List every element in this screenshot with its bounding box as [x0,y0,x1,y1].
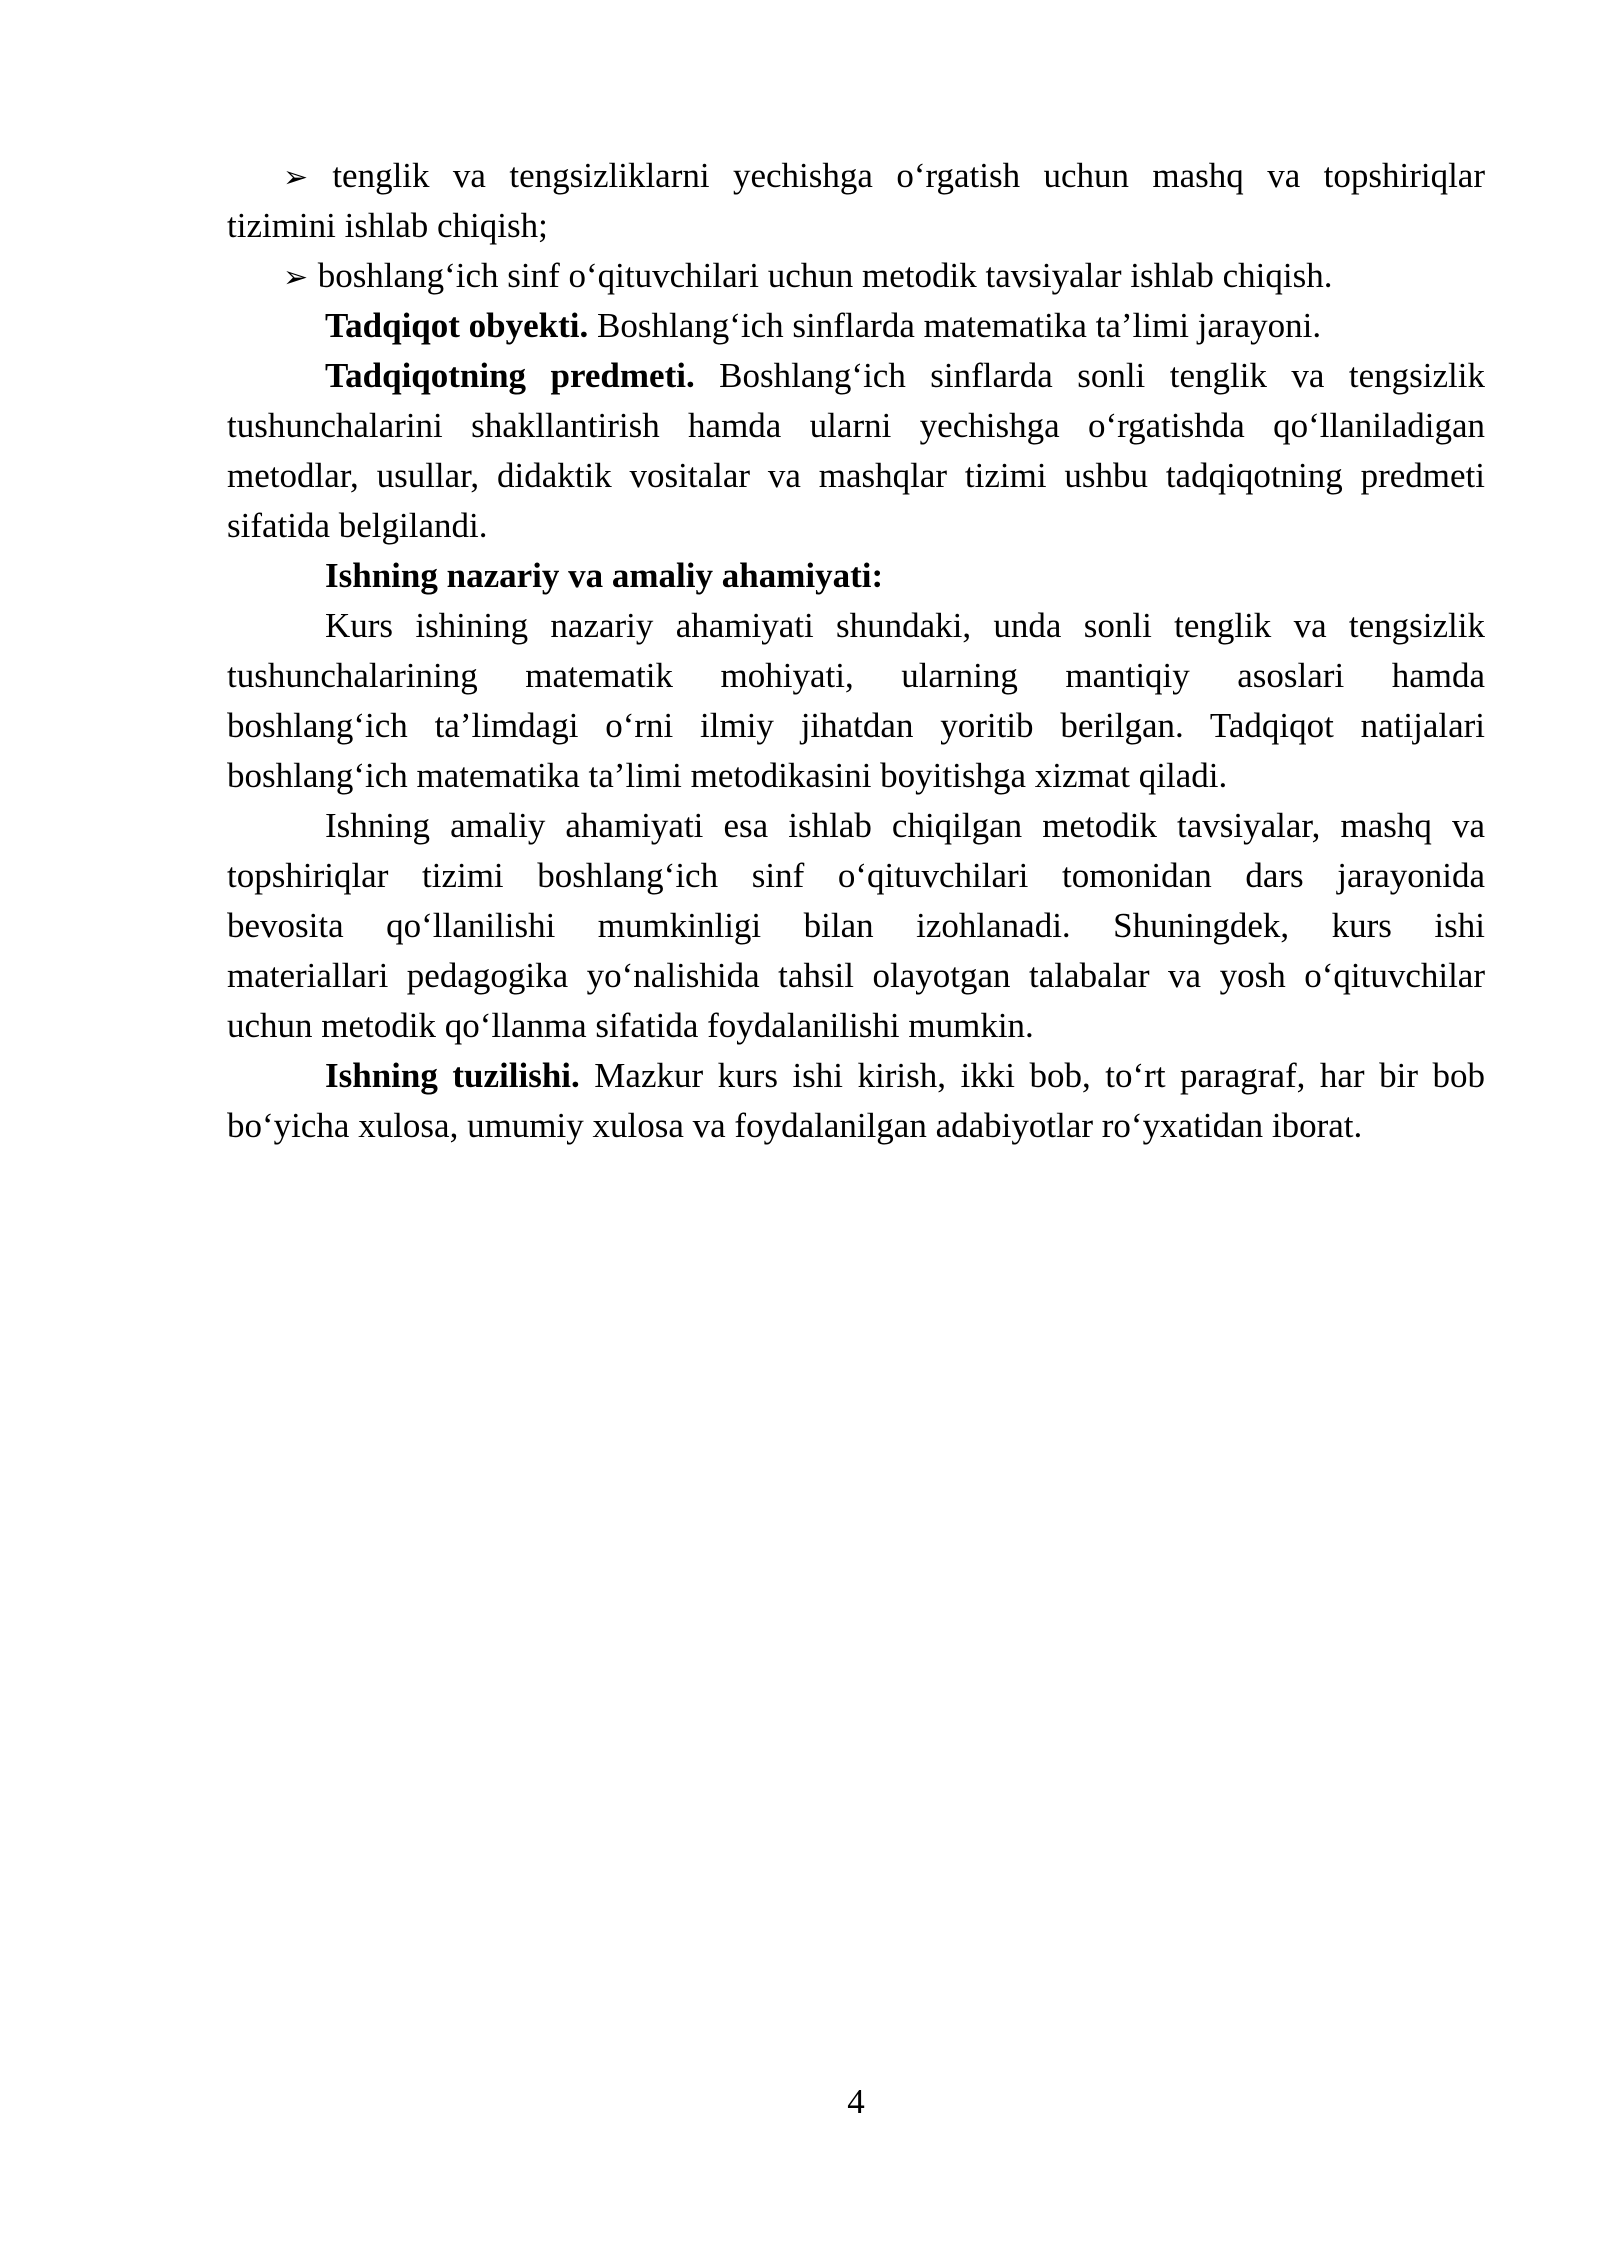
text-run: sifatida belgilandi. [227,506,488,545]
text-line [227,451,1485,501]
list-arrow-icon: ➢ [283,260,318,295]
text-line [227,951,1485,1001]
text-line [227,401,1485,451]
text-run: bevosita qo‘llanilishi mumkinligi bilan izohlanadi. Shuningdek, kurs ishi [227,906,1485,945]
text-line [227,901,1485,951]
list-arrow-icon: ➢ [283,160,333,195]
text-run: uchun metodik qo‘llanma sifatida foydalanilishi mumkin. [227,1006,1034,1045]
text-line [227,851,1485,901]
text-line [227,601,1485,651]
text-run: Kurs ishining nazariy ahamiyati shundaki, unda sonli tenglik va tengsizlik [325,606,1485,645]
text-line [227,1101,1485,1151]
text-run: tushunchalarini shakllantirish hamda ularni yechishga o‘rgatishda qo‘llaniladigan [227,406,1485,445]
text-run: boshlang‘ich matematika ta’limi metodikasini boyitishga xizmat qiladi. [227,756,1228,795]
text-line [227,701,1485,751]
text-run: Ishning amaliy ahamiyati esa ishlab chiqilgan metodik tavsiyalar, mashq va [325,806,1485,845]
text-run: bo‘yicha xulosa, umumiy xulosa va foydalanilgan adabiyotlar ro‘yxatidan iborat. [227,1106,1363,1145]
text-line [227,551,1485,601]
page-footer [227,2077,1485,2127]
text-run: metodlar, usullar, didaktik vositalar va mashqlar tizimi ushbu tadqiqotning predmeti [227,456,1485,495]
page-number: 4 [847,2082,865,2121]
text-line [227,251,1485,301]
text-line [227,351,1485,401]
text-line [227,151,1485,201]
text-run: tenglik va tengsizliklarni yechishga o‘rgatish uchun mashq va topshiriqlar [332,156,1485,195]
text-line [227,301,1485,351]
bold-text-run: Tadqiqotning predmeti. [325,356,695,395]
bold-text-run: Ishning nazariy va amaliy ahamiyati: [325,556,884,595]
text-block [227,151,1485,1151]
text-run: boshlang‘ich ta’limdagi o‘rni ilmiy jihatdan yoritib berilgan. Tadqiqot natijalari [227,706,1485,745]
text-line [227,201,1485,251]
text-run: Mazkur kurs ishi kirish, ikki bob, to‘rt paragraf, har bir bob [579,1056,1486,1095]
text-run: materiallari pedagogika yo‘nalishida tahsil olayotgan talabalar va yosh o‘qituvchilar [227,956,1485,995]
bold-text-run: Tadqiqot obyekti. [325,306,589,345]
text-line [227,1001,1485,1051]
text-line [227,751,1485,801]
text-run: tushunchalarining matematik mohiyati, ularning mantiqiy asoslari hamda [227,656,1485,695]
text-line [227,501,1485,551]
text-run: Boshlang‘ich sinflarda sonli tenglik va tengsizlik [694,356,1486,395]
text-line [227,651,1485,701]
text-line [227,801,1485,851]
text-run: topshiriqlar tizimi boshlang‘ich sinf o‘qituvchilari tomonidan dars jarayonida [227,856,1485,895]
text-line [227,1051,1485,1101]
text-run: Boshlang‘ich sinflarda matematika ta’limi jarayoni. [588,306,1322,345]
text-run: boshlang‘ich sinf o‘qituvchilari uchun metodik tavsiyalar ishlab chiqish. [317,256,1333,295]
text-run: tizimini ishlab chiqish; [227,206,548,245]
bold-text-run: Ishning tuzilishi. [325,1056,580,1095]
